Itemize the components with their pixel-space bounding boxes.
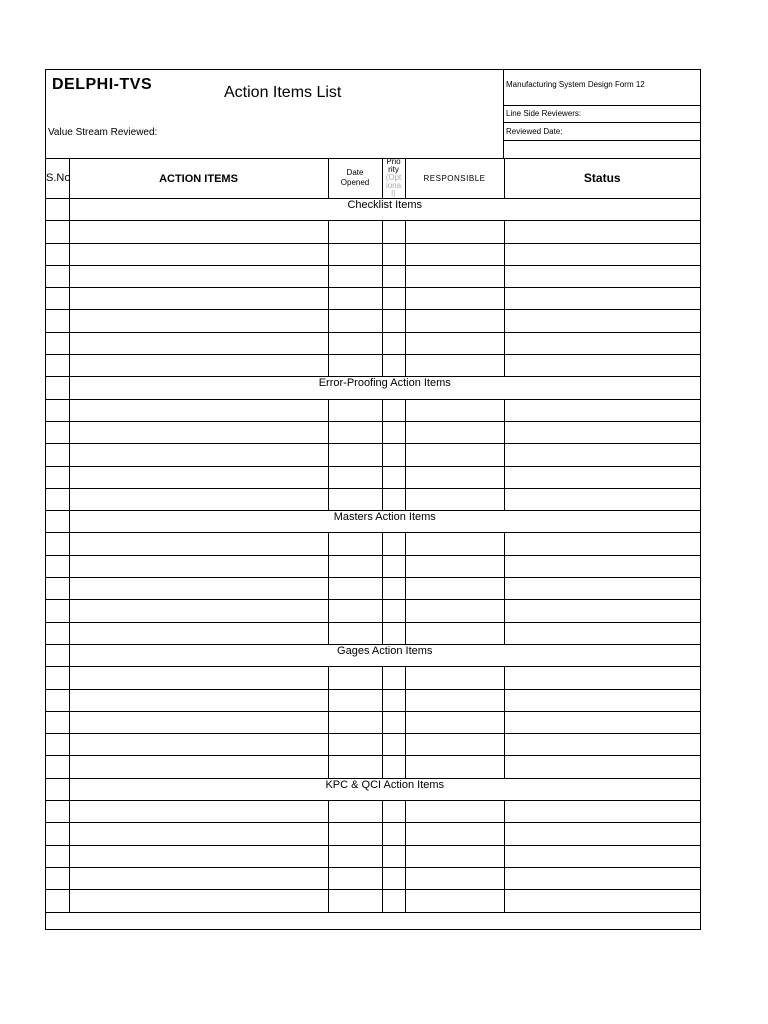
responsible-cell[interactable] — [405, 734, 504, 756]
responsible-cell[interactable] — [405, 533, 504, 555]
status-cell[interactable] — [504, 867, 700, 889]
status-header: Status — [504, 158, 700, 199]
value-stream-label: Value Stream Reviewed: — [48, 127, 158, 138]
responsible-cell[interactable] — [405, 689, 504, 711]
date-opened-cell[interactable] — [328, 689, 382, 711]
table-row — [46, 622, 700, 644]
sno-header: S.No — [46, 158, 69, 199]
sno-cell[interactable] — [46, 867, 69, 889]
action-item-cell[interactable] — [69, 823, 328, 845]
status-cell[interactable] — [504, 890, 700, 912]
table-row — [46, 310, 700, 332]
priority-cell[interactable] — [382, 555, 405, 577]
table-row — [46, 555, 700, 577]
table-row — [46, 667, 700, 689]
sno-cell[interactable] — [46, 355, 69, 377]
status-cell[interactable] — [504, 488, 700, 510]
priority-optional-1: (Opt — [385, 173, 402, 182]
priority-cell[interactable] — [382, 734, 405, 756]
responsible-cell[interactable] — [405, 867, 504, 889]
status-cell[interactable] — [504, 578, 700, 600]
date-opened-cell[interactable] — [328, 221, 382, 243]
action-item-cell[interactable] — [69, 399, 328, 421]
section-header-row — [46, 377, 700, 399]
section-title: KPC & QCI Action Items — [69, 778, 700, 800]
action-item-cell[interactable] — [69, 466, 328, 488]
status-cell[interactable] — [504, 466, 700, 488]
sno-cell[interactable] — [46, 488, 69, 510]
status-cell[interactable] — [504, 221, 700, 243]
table-row — [46, 823, 700, 845]
responsible-cell[interactable] — [405, 265, 504, 287]
action-items-form — [45, 69, 701, 930]
date-opened-cell[interactable] — [328, 622, 382, 644]
section-sno-cell — [46, 778, 69, 800]
responsible-cell[interactable] — [405, 444, 504, 466]
status-cell[interactable] — [504, 332, 700, 354]
responsible-cell[interactable] — [405, 355, 504, 377]
table-row — [46, 444, 700, 466]
action-item-cell[interactable] — [69, 265, 328, 287]
reviewed-date-field[interactable]: Reviewed Date: — [504, 123, 701, 141]
status-cell[interactable] — [504, 823, 700, 845]
responsible-cell[interactable] — [405, 221, 504, 243]
sno-cell[interactable] — [46, 243, 69, 265]
status-cell[interactable] — [504, 533, 700, 555]
priority-cell[interactable] — [382, 243, 405, 265]
priority-cell[interactable] — [382, 533, 405, 555]
priority-cell[interactable] — [382, 265, 405, 287]
sno-cell[interactable] — [46, 399, 69, 421]
table-row — [46, 355, 700, 377]
priority-cell[interactable] — [382, 399, 405, 421]
responsible-cell[interactable] — [405, 243, 504, 265]
priority-cell[interactable] — [382, 444, 405, 466]
priority-cell[interactable] — [382, 578, 405, 600]
status-cell[interactable] — [504, 310, 700, 332]
action-items-header: ACTION ITEMS — [69, 158, 328, 199]
action-items-table — [46, 158, 700, 913]
action-item-cell[interactable] — [69, 689, 328, 711]
date-opened-cell[interactable] — [328, 555, 382, 577]
priority-cell[interactable] — [382, 332, 405, 354]
action-item-cell[interactable] — [69, 221, 328, 243]
section-sno-cell — [46, 199, 69, 221]
date-opened-cell[interactable] — [328, 444, 382, 466]
table-row — [46, 711, 700, 733]
responsible-cell[interactable] — [405, 399, 504, 421]
responsible-cell[interactable] — [405, 823, 504, 845]
date-opened-cell[interactable] — [328, 399, 382, 421]
action-item-cell[interactable] — [69, 533, 328, 555]
priority-cell[interactable] — [382, 466, 405, 488]
status-cell[interactable] — [504, 288, 700, 310]
responsible-cell[interactable] — [405, 600, 504, 622]
responsible-cell[interactable] — [405, 890, 504, 912]
priority-cell[interactable] — [382, 622, 405, 644]
table-row — [46, 578, 700, 600]
table-row — [46, 734, 700, 756]
status-cell[interactable] — [504, 711, 700, 733]
section-title: Checklist Items — [69, 199, 700, 221]
date-opened-cell[interactable] — [328, 265, 382, 287]
section-title: Gages Action Items — [69, 644, 700, 666]
responsible-cell[interactable] — [405, 332, 504, 354]
section-header-row — [46, 644, 700, 666]
table-row — [46, 421, 700, 443]
status-cell[interactable] — [504, 555, 700, 577]
table-row — [46, 399, 700, 421]
date-opened-cell[interactable] — [328, 533, 382, 555]
action-item-cell[interactable] — [69, 600, 328, 622]
sno-cell[interactable] — [46, 578, 69, 600]
form-name: Manufacturing System Design Form 12 — [506, 80, 645, 89]
table-row — [46, 488, 700, 510]
priority-cell[interactable] — [382, 823, 405, 845]
priority-cell[interactable] — [382, 667, 405, 689]
section-header-row — [46, 199, 700, 221]
priority-label-1: Prio — [386, 157, 401, 166]
sno-cell[interactable] — [46, 801, 69, 823]
responsible-header: RESPONSIBLE — [405, 158, 504, 199]
date-opened-cell[interactable] — [328, 288, 382, 310]
sno-cell[interactable] — [46, 444, 69, 466]
section-sno-cell — [46, 511, 69, 533]
priority-cell[interactable] — [382, 689, 405, 711]
status-cell[interactable] — [504, 444, 700, 466]
priority-cell[interactable] — [382, 488, 405, 510]
sno-cell[interactable] — [46, 332, 69, 354]
line-side-reviewers-field[interactable]: Line Side Reviewers: — [504, 105, 701, 123]
table-row — [46, 845, 700, 867]
table-row — [46, 243, 700, 265]
status-cell[interactable] — [504, 734, 700, 756]
status-cell[interactable] — [504, 756, 700, 778]
action-item-cell[interactable] — [69, 734, 328, 756]
status-cell[interactable] — [504, 421, 700, 443]
date-opened-cell[interactable] — [328, 734, 382, 756]
responsible-cell[interactable] — [405, 622, 504, 644]
date-opened-cell[interactable] — [328, 488, 382, 510]
table-row — [46, 221, 700, 243]
status-cell[interactable] — [504, 355, 700, 377]
action-item-cell[interactable] — [69, 444, 328, 466]
column-header-row — [46, 158, 700, 199]
action-item-cell[interactable] — [69, 555, 328, 577]
responsible-cell[interactable] — [405, 466, 504, 488]
date-opened-cell[interactable] — [328, 867, 382, 889]
status-cell[interactable] — [504, 801, 700, 823]
sno-cell[interactable] — [46, 890, 69, 912]
sno-cell[interactable] — [46, 689, 69, 711]
section-sno-cell — [46, 377, 69, 399]
date-opened-cell[interactable] — [328, 890, 382, 912]
form-header — [46, 70, 700, 159]
action-item-cell[interactable] — [69, 711, 328, 733]
date-opened-cell[interactable] — [328, 466, 382, 488]
responsible-cell[interactable] — [405, 488, 504, 510]
date-opened-header — [328, 158, 382, 199]
action-item-cell[interactable] — [69, 310, 328, 332]
responsible-cell[interactable] — [405, 310, 504, 332]
table-row — [46, 288, 700, 310]
priority-cell[interactable] — [382, 711, 405, 733]
date-opened-cell[interactable] — [328, 801, 382, 823]
responsible-cell[interactable] — [405, 756, 504, 778]
sno-cell[interactable] — [46, 667, 69, 689]
action-item-cell[interactable] — [69, 578, 328, 600]
table-row — [46, 332, 700, 354]
responsible-cell[interactable] — [405, 711, 504, 733]
section-header-row — [46, 778, 700, 800]
date-opened-cell[interactable] — [328, 243, 382, 265]
date-opened-cell[interactable] — [328, 667, 382, 689]
table-row — [46, 265, 700, 287]
date-opened-cell[interactable] — [328, 756, 382, 778]
responsible-cell[interactable] — [405, 555, 504, 577]
priority-cell[interactable] — [382, 310, 405, 332]
sno-cell[interactable] — [46, 288, 69, 310]
status-cell[interactable] — [504, 243, 700, 265]
priority-cell[interactable] — [382, 221, 405, 243]
date-opened-cell[interactable] — [328, 578, 382, 600]
date-opened-cell[interactable] — [328, 600, 382, 622]
sno-cell[interactable] — [46, 823, 69, 845]
action-item-cell[interactable] — [69, 756, 328, 778]
table-row — [46, 801, 700, 823]
priority-cell[interactable] — [382, 845, 405, 867]
sno-cell[interactable] — [46, 734, 69, 756]
sno-cell[interactable] — [46, 421, 69, 443]
header-info-box — [503, 70, 701, 158]
company-logo: DELPHI-TVS — [52, 76, 153, 93]
table-row — [46, 890, 700, 912]
action-item-cell[interactable] — [69, 801, 328, 823]
status-cell[interactable] — [504, 689, 700, 711]
action-item-cell[interactable] — [69, 622, 328, 644]
action-item-cell[interactable] — [69, 890, 328, 912]
page-title: Action Items List — [224, 84, 342, 101]
sno-cell[interactable] — [46, 533, 69, 555]
responsible-cell[interactable] — [405, 801, 504, 823]
sno-cell[interactable] — [46, 466, 69, 488]
priority-cell[interactable] — [382, 600, 405, 622]
date-opened-cell[interactable] — [328, 332, 382, 354]
date-opened-cell[interactable] — [328, 355, 382, 377]
date-opened-cell[interactable] — [328, 310, 382, 332]
action-item-cell[interactable] — [69, 845, 328, 867]
responsible-cell[interactable] — [405, 667, 504, 689]
table-row — [46, 756, 700, 778]
status-cell[interactable] — [504, 845, 700, 867]
status-cell[interactable] — [504, 600, 700, 622]
priority-cell[interactable] — [382, 421, 405, 443]
date-opened-cell[interactable] — [328, 421, 382, 443]
responsible-cell[interactable] — [405, 845, 504, 867]
priority-optional-2: iona — [385, 181, 402, 190]
sno-cell[interactable] — [46, 711, 69, 733]
table-row — [46, 466, 700, 488]
action-item-cell[interactable] — [69, 488, 328, 510]
priority-cell[interactable] — [382, 867, 405, 889]
date-opened-label-1: Date — [346, 168, 364, 177]
priority-header — [382, 158, 405, 199]
responsible-cell[interactable] — [405, 421, 504, 443]
status-cell[interactable] — [504, 399, 700, 421]
status-cell[interactable] — [504, 622, 700, 644]
sno-cell[interactable] — [46, 756, 69, 778]
sno-cell[interactable] — [46, 555, 69, 577]
date-opened-cell[interactable] — [328, 711, 382, 733]
priority-cell[interactable] — [382, 890, 405, 912]
priority-cell[interactable] — [382, 801, 405, 823]
section-title: Error-Proofing Action Items — [69, 377, 700, 399]
section-sno-cell — [46, 644, 69, 666]
table-row — [46, 689, 700, 711]
section-header-row — [46, 511, 700, 533]
table-row — [46, 533, 700, 555]
date-opened-label-2: Opened — [340, 178, 370, 187]
section-title: Masters Action Items — [69, 511, 700, 533]
responsible-cell[interactable] — [405, 578, 504, 600]
action-item-cell[interactable] — [69, 355, 328, 377]
action-item-cell[interactable] — [69, 421, 328, 443]
priority-optional-3: l) — [391, 189, 396, 198]
table-row — [46, 600, 700, 622]
action-item-cell[interactable] — [69, 332, 328, 354]
sno-cell[interactable] — [46, 310, 69, 332]
sno-cell[interactable] — [46, 845, 69, 867]
status-cell[interactable] — [504, 667, 700, 689]
action-item-cell[interactable] — [69, 288, 328, 310]
action-item-cell[interactable] — [69, 667, 328, 689]
table-row — [46, 867, 700, 889]
status-cell[interactable] — [504, 265, 700, 287]
date-opened-cell[interactable] — [328, 823, 382, 845]
action-item-cell[interactable] — [69, 867, 328, 889]
sno-cell[interactable] — [46, 265, 69, 287]
sno-cell[interactable] — [46, 622, 69, 644]
priority-cell[interactable] — [382, 288, 405, 310]
priority-cell[interactable] — [382, 756, 405, 778]
sno-cell[interactable] — [46, 221, 69, 243]
priority-cell[interactable] — [382, 355, 405, 377]
priority-label-2: rity — [388, 165, 399, 174]
date-opened-cell[interactable] — [328, 845, 382, 867]
action-item-cell[interactable] — [69, 243, 328, 265]
sno-cell[interactable] — [46, 600, 69, 622]
responsible-cell[interactable] — [405, 288, 504, 310]
